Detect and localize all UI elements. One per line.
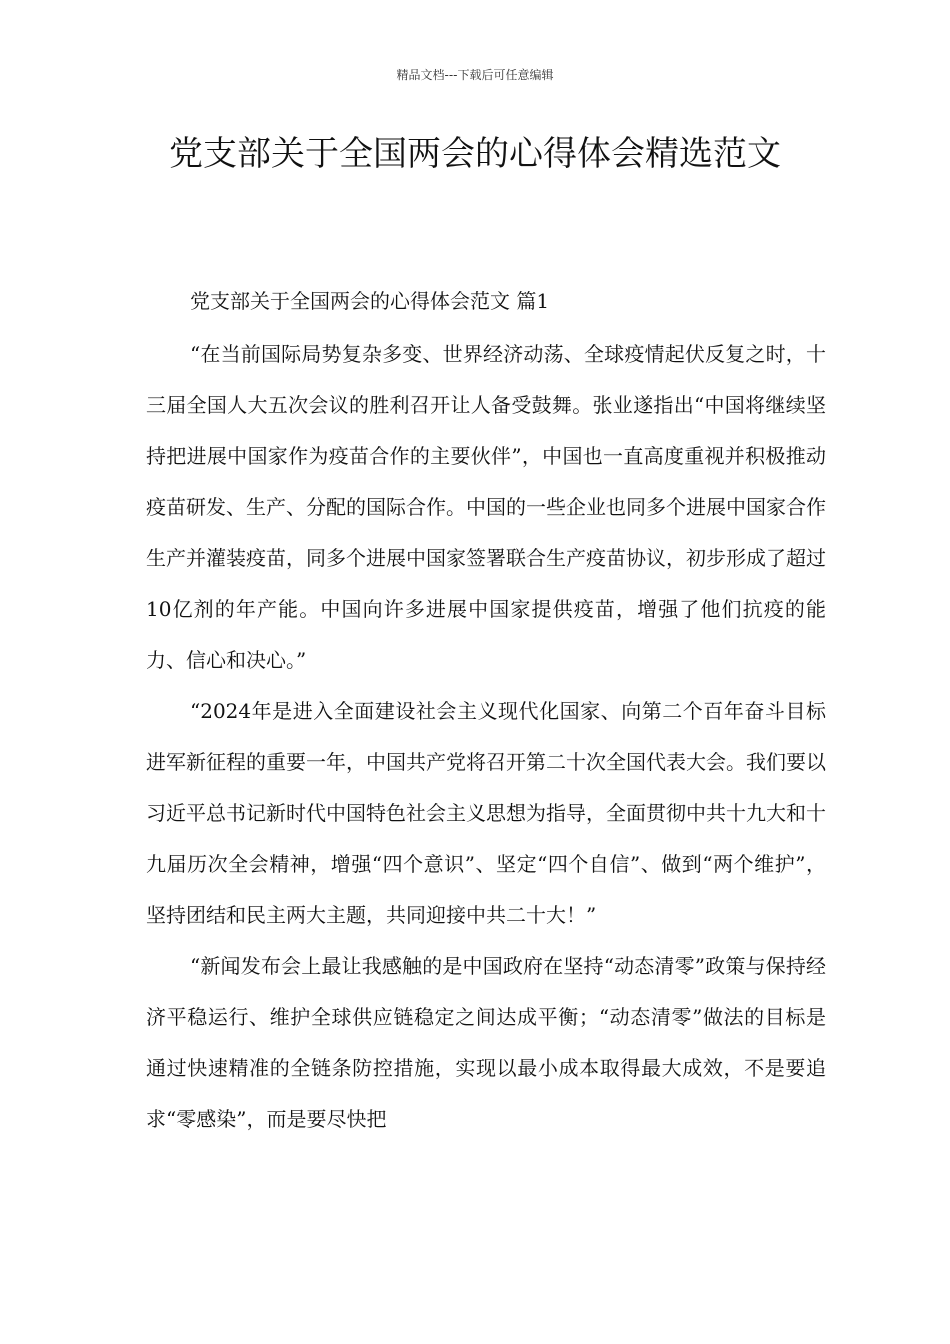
paragraph: “新闻发布会上最让我感触的是中国政府在坚持“动态清零”政策与保持经济平稳运行、维护全球供应链稳定之间达成平衡；“动态清零”做法的目标是通过快速精准的全链条防控措施，实现以最小成本取得最大成效，不是要追求“零感染”，而是要尽快把 [146, 954, 826, 1131]
header-note: 精品文档---下载后可任意编辑 [396, 68, 554, 82]
paragraph: “在当前国际局势复杂多变、世界经济动荡、全球疫情起伏反复之时，十三届全国人大五次会议的胜利召开让人备受鼓舞。张业遂指出“中国将继续坚持把进展中国家作为疫苗合作的主要伙伴”，中国也一直高度重视并积极推动疫苗研发、生产、分配的国际合作。中国的一些企业也同多个进展中国家合作生产并灌装疫苗，同多个进展中国家签署联合生产疫苗协议，初步形成了超过10亿剂的年产能。中国向许多进展中国家提供疫苗，增强了他们抗疫的能力、信心和决心。” [146, 342, 826, 672]
document-title: 党支部关于全国两会的心得体会精选范文 [169, 134, 781, 174]
document-body [146, 329, 826, 1145]
section-heading: 党支部关于全国两会的心得体会范文 篇1 [190, 289, 550, 313]
paragraph: “2024年是进入全面建设社会主义现代化国家、向第二个百年奋斗目标进军新征程的重要一年，中国共产党将召开第二十次全国代表大会。我们要以习近平总书记新时代中国特色社会主义思想为指导，全面贯彻中共十九大和十九届历次全会精神，增强“四个意识”、坚定“四个自信”、做到“两个维护”，坚持团结和民主两大主题，共同迎接中共二十大！” [146, 699, 826, 927]
